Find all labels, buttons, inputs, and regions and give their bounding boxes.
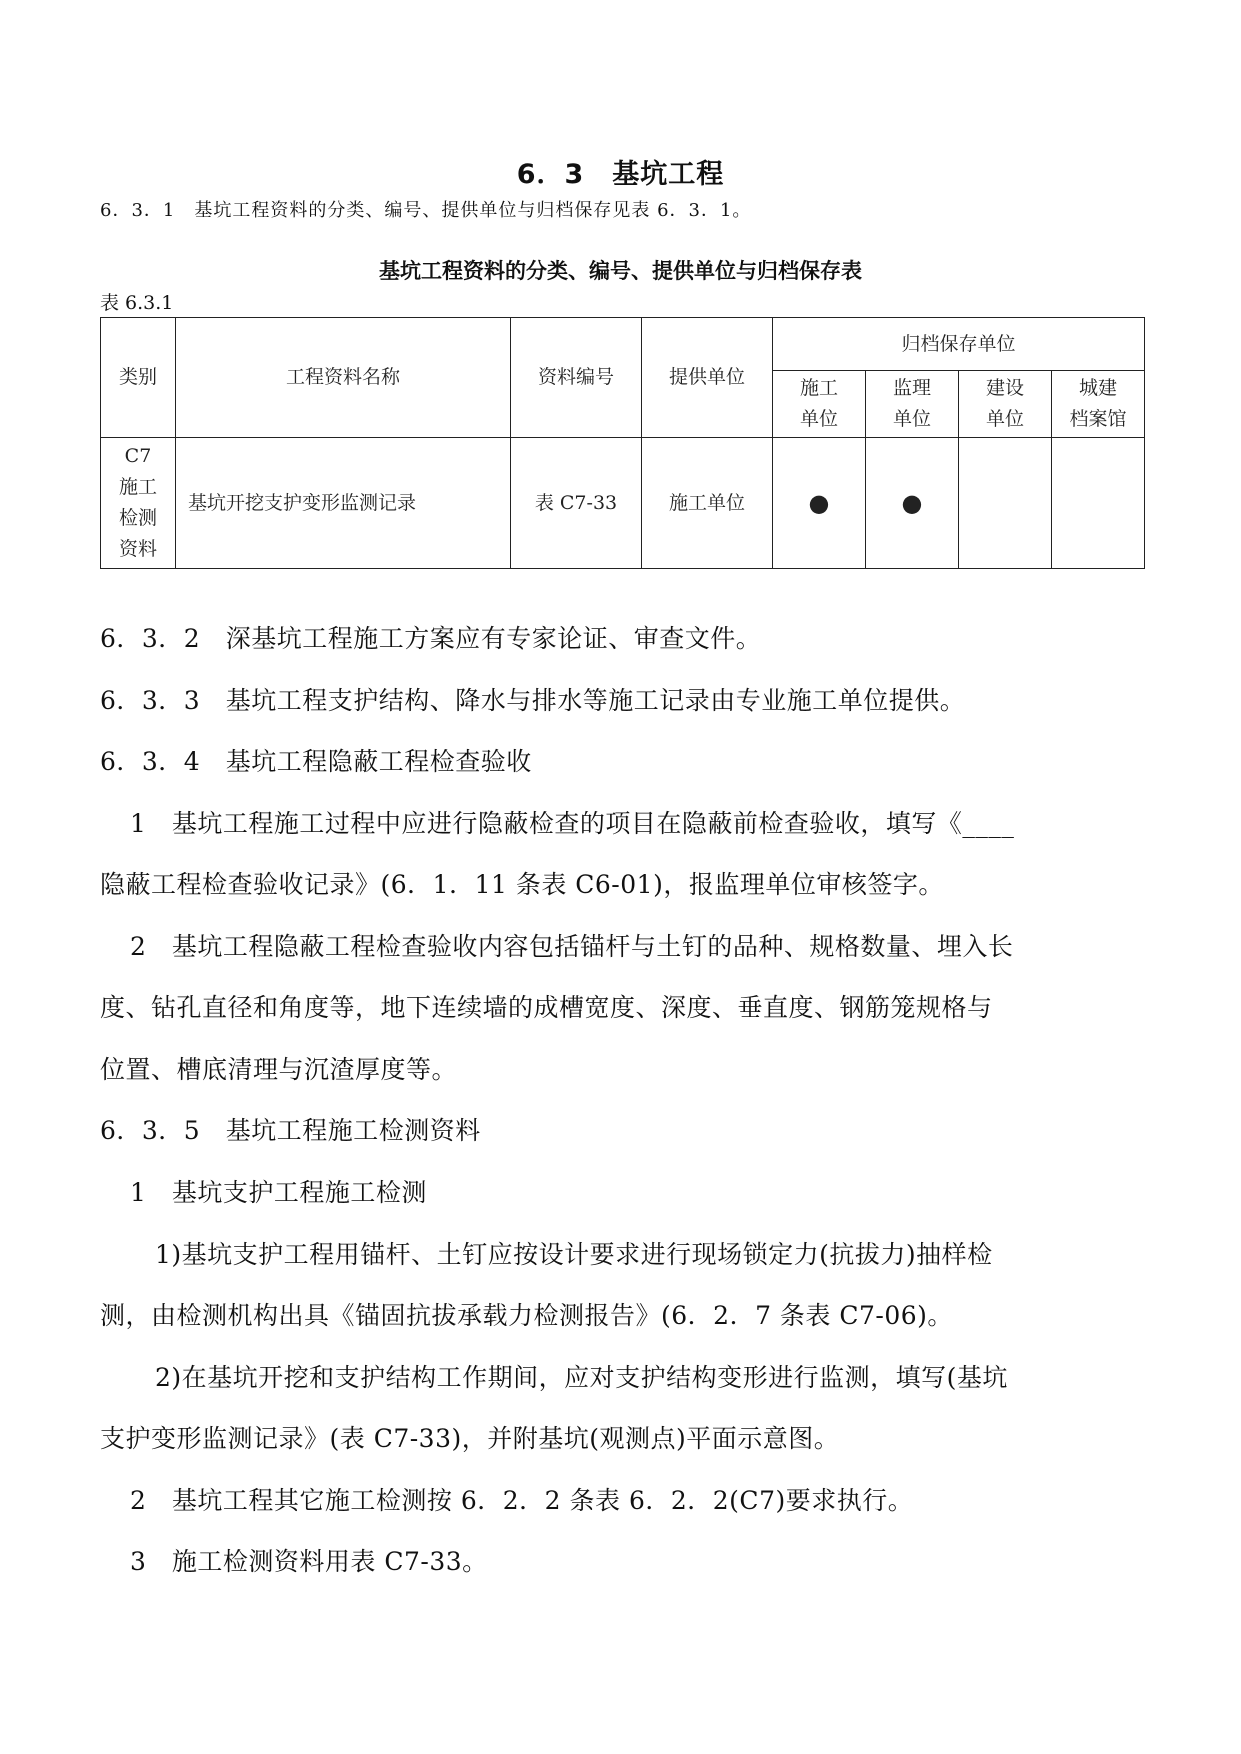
clause-6-3-4-item1-line1: 1 基坑工程施工过程中应进行隐蔽检查的项目在隐蔽前检查验收，填写《____ [130, 809, 1015, 838]
clause-6-3-4-item2-line1: 2 基坑工程隐蔽工程检查验收内容包括锚杆与土钉的品种、规格数量、埋入长 [130, 932, 1014, 961]
cell-mark-owner [959, 438, 1052, 569]
clause-6-3-5-sub1-line1: 1)基坑支护工程用锚杆、土钉应按设计要求进行现场锁定力(抗拔力)抽样检 [155, 1240, 993, 1269]
archive-table [100, 317, 1145, 569]
clause-6-3-5: 6．3．5 基坑工程施工检测资料 [100, 1116, 481, 1145]
clause-6-3-2: 6．3．2 深基坑工程施工方案应有专家论证、审查文件。 [100, 624, 762, 653]
header-archive-group: 归档保存单位 [773, 318, 1145, 371]
clause-6-3-4-item2-line2: 度、钻孔直径和角度等，地下连续墙的成槽宽度、深度、垂直度、钢筋笼规格与 [100, 993, 993, 1022]
header-archive-owner: 建设 单位 [959, 371, 1052, 438]
header-provider: 提供单位 [642, 318, 773, 438]
clause-6-3-5-item2: 2 基坑工程其它施工检测按 6．2．2 条表 6．2．2(C7)要求执行。 [130, 1486, 914, 1515]
table-header-row [101, 318, 1145, 371]
clause-6-3-5-sub2-line2: 支护变形监测记录》(表 C7-33)，并附基坑(观测点)平面示意图。 [100, 1424, 840, 1453]
section-intro: 6．3．1 基坑工程资料的分类、编号、提供单位与归档保存见表 6．3．1。 [100, 200, 752, 221]
cell-provider: 施工单位 [642, 438, 773, 569]
header-category: 类别 [101, 318, 176, 438]
section-title: 6．3 基坑工程 [516, 159, 725, 190]
clause-6-3-5-sub2-line1: 2)在基坑开挖和支护结构工作期间，应对支护结构变形进行监测，填写(基坑 [155, 1363, 1008, 1392]
table-row [101, 438, 1145, 569]
header-archive-construction: 施工 单位 [773, 371, 866, 438]
clause-6-3-5-item3: 3 施工检测资料用表 C7-33。 [130, 1547, 488, 1576]
cell-mark-construction: ● [773, 438, 866, 569]
cell-mark-supervision: ● [866, 438, 959, 569]
cell-code: 表 C7-33 [511, 438, 642, 569]
header-code: 资料编号 [511, 318, 642, 438]
clause-6-3-4-item2-line3: 位置、槽底清理与沉渣厚度等。 [100, 1055, 458, 1084]
table-title: 基坑工程资料的分类、编号、提供单位与归档保存表 [379, 259, 862, 283]
clause-6-3-5-sub1-line2: 测，由检测机构出具《锚固抗拔承载力检测报告》(6．2．7 条表 C7-06)。 [100, 1301, 953, 1330]
clause-6-3-5-item1: 1 基坑支护工程施工检测 [130, 1178, 427, 1207]
cell-mark-city-archive [1052, 438, 1145, 569]
header-name: 工程资料名称 [176, 318, 511, 438]
cell-name: 基坑开挖支护变形监测记录 [176, 438, 511, 569]
header-archive-supervision: 监理 单位 [866, 371, 959, 438]
header-archive-city-archive: 城建 档案馆 [1052, 371, 1145, 438]
table-number: 表 6.3.1 [100, 292, 174, 314]
cell-category: C7 施工 检测 资料 [101, 438, 176, 569]
clause-6-3-4: 6．3．4 基坑工程隐蔽工程检查验收 [100, 747, 532, 776]
clause-6-3-3: 6．3．3 基坑工程支护结构、降水与排水等施工记录由专业施工单位提供。 [100, 686, 966, 715]
clause-6-3-4-item1-line2: 隐蔽工程检查验收记录》(6．1．11 条表 C6-01)，报监理单位审核签字。 [100, 870, 944, 899]
